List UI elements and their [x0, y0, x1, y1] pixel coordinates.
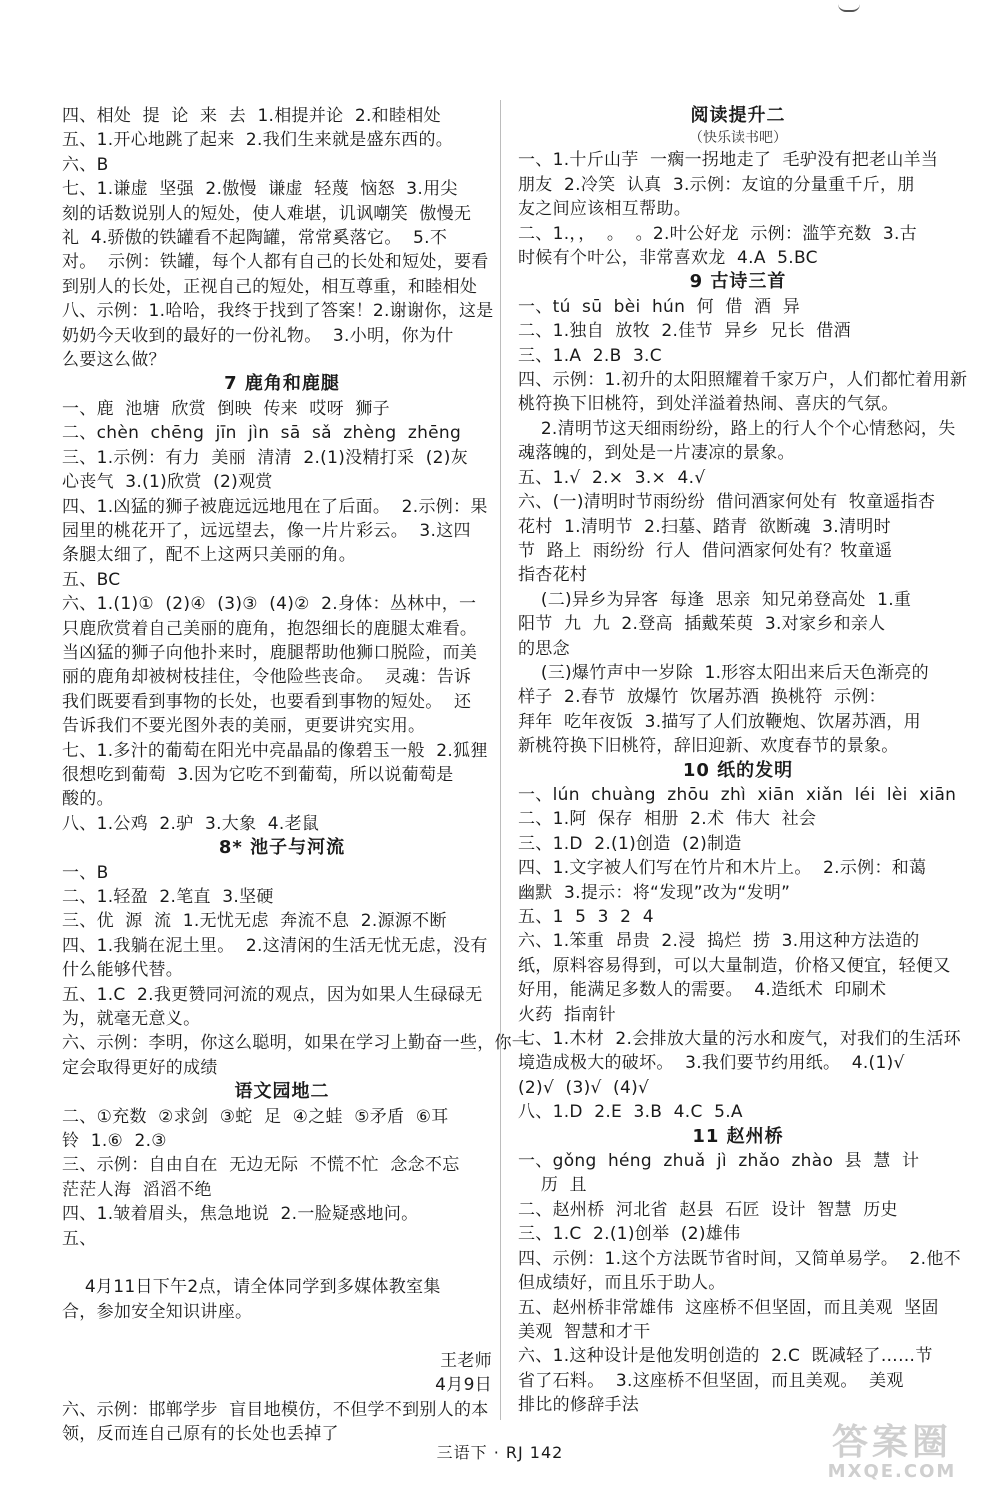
answer-line: 茫茫人海 滔滔不绝 — [62, 1179, 212, 1200]
column-divider — [500, 100, 501, 1420]
answer-line: 的思念 — [518, 638, 570, 659]
answer-line: 朋友 2.冷笑 认真 3.示例：友谊的分量重千斤，朋 — [518, 174, 915, 195]
answer-line: 二、赵州桥 河北省 赵县 石匠 设计 智慧 历史 — [518, 1199, 898, 1220]
answer-line: 七、1.木材 2.会排放大量的污水和废气，对我们的生活环 — [518, 1029, 961, 1050]
answer-line: 七、1.多汁的葡萄在阳光中亮晶晶的像碧玉一般 2.狐狸 — [62, 740, 488, 761]
section-subtitle: （快乐读书吧） — [689, 130, 787, 147]
answer-line: 阳节 九 九 2.登高 插戴茱萸 3.对家乡和亲人 — [518, 614, 886, 635]
answer-line: 排比的修辞手法 — [518, 1395, 640, 1416]
answer-line: 纸，原料容易得到，可以大量制造，价格又便宜，轻便又 — [518, 955, 951, 976]
answer-line: 五、1 5 3 2 4 — [518, 907, 654, 927]
answer-line: 八、示例：1.哈哈，我终于找到了答案！2.谢谢你，这是 — [62, 301, 494, 322]
answer-line: 五、1.开心地跳了起来 2.我们生来就是盛东西的。 — [62, 130, 454, 151]
answer-line: 六、(一)清明时节雨纷纷 借问酒家何处有 牧童遥指杏 — [518, 492, 936, 513]
answer-line: 六、1.笨重 昂贵 2.浸 捣烂 捞 3.用这种方法造的 — [518, 931, 920, 952]
answer-line: 美观 智慧和才干 — [518, 1321, 651, 1342]
answer-line: 为，就毫无意义。 — [62, 1009, 201, 1030]
answer-line: 铃 1.⑥ 2.③ — [62, 1131, 167, 1152]
answer-line: 2.清明节这天细雨纷纷，路上的行人个个心情愁闷，失 — [518, 418, 956, 439]
answer-line: 三、1.D 2.(1)创造 (2)制造 — [518, 833, 742, 854]
answer-line: 好用，能满足多数人的需要。 4.造纸术 印刷术 — [518, 980, 887, 1001]
answer-line: 一、B — [62, 862, 109, 883]
answer-line: 五、1.C 2.我更赞同河流的观点，因为如果人生碌碌无 — [62, 984, 483, 1005]
watermark-logo — [812, 1424, 972, 1484]
answer-line: 我们既要看到事物的长处，也要看到事物的短处。 还 — [62, 691, 472, 712]
answer-line: 丽的鹿角却被树枝挂住，令他险些丧命。 灵魂：告诉 — [62, 667, 472, 688]
answer-line: 时候有个叶公，非常喜欢龙 4.A 5.BC — [518, 248, 818, 269]
section-heading: 9 古诗三首 — [689, 271, 787, 293]
answer-line: 省了石料。 3.这座桥不但坚固，而且美观。 美观 — [518, 1370, 904, 1391]
answer-line: 境造成极大的破坏。 3.我们要节约用纸。 4.(1)√ — [518, 1053, 905, 1074]
answer-line: 二、chèn chēng jīn jìn sā sǎ zhèng zhēng — [62, 423, 462, 444]
answer-line: 条腿太细了，配不上这两只美丽的角。 — [62, 545, 357, 566]
answer-line: 刻的话数说别人的短处，使人难堪，讥讽嘲笑 傲慢无 — [62, 203, 472, 224]
answer-line: 魂落魄的，到处是一片凄凉的景象。 — [518, 443, 795, 464]
answer-line: 八、1.D 2.E 3.B 4.C 5.A — [518, 1102, 743, 1123]
blank-line — [62, 1251, 502, 1275]
answer-line: 桃符换下旧桃符，到处洋溢着热闹、喜庆的气氛。 — [518, 394, 899, 415]
answer-line: 么要这么做？ — [62, 350, 166, 371]
answer-line: 六、示例：邯郸学步 盲目地模仿，不但学不到别人的本 — [62, 1399, 489, 1420]
answer-line: 四、1.我躺在泥土里。 2.这清闲的生活无忧无虑，没有 — [62, 935, 488, 956]
answer-line: 到别人的长处，正视自己的短处，相互尊重，和睦相处 — [62, 276, 478, 297]
answer-line: 什么能够代替。 — [62, 960, 184, 981]
answer-line: 只鹿欣赏着自己美丽的鹿角，抱怨细长的鹿腿太难看。 — [62, 618, 478, 639]
right-column — [518, 104, 968, 1418]
answer-line: (三)爆竹声中一岁除 1.形容太阳出来后天色渐亮的 — [518, 662, 929, 683]
answer-line: 四、相处 提 论 来 去 1.相提并论 2.和睦相处 — [62, 106, 441, 126]
answer-line: 三、1.A 2.B 3.C — [518, 345, 662, 366]
answer-line: 奶奶今天收到的最好的一份礼物。 3.小明，你为什 — [62, 325, 454, 346]
answer-line: 二、①充数 ②求剑 ③蛇 足 ④之蛙 ⑤矛盾 ⑥耳 — [62, 1106, 449, 1127]
blank-line — [62, 1324, 502, 1348]
answer-line: 花村 1.清明节 2.扫墓、踏青 欲断魂 3.清明时 — [518, 516, 891, 537]
answer-line: 七、1.谦虚 坚强 2.傲慢 谦虚 轻蔑 恼怒 3.用尖 — [62, 179, 458, 200]
answer-line: (2)√ (3)√ (4)√ — [518, 1077, 650, 1098]
answer-line: 一、1.十斤山芋 一瘸一拐地走了 毛驴没有把老山羊当 — [518, 150, 939, 171]
page-footer: 三语下 · RJ 142 — [436, 1443, 564, 1462]
answer-line: 告诉我们不要光图外表的美丽，更要讲究实用。 — [62, 716, 426, 737]
answer-line: 三、1.C 2.(1)创举 (2)雄伟 — [518, 1224, 741, 1245]
answer-line: (二)异乡为异客 每逢 思亲 知兄弟登高处 1.重 — [518, 589, 912, 610]
answer-line: 园里的桃花开了，远远望去，像一片片彩云。 3.这四 — [62, 520, 471, 541]
answer-line: 二、1.独自 放牧 2.佳节 异乡 兄长 借酒 — [518, 321, 851, 342]
left-column — [62, 104, 530, 1446]
answer-line: 指杏花村 — [518, 565, 588, 586]
answer-line: 五、 — [62, 1228, 97, 1249]
answer-line: 二、1.轻盈 2.笔直 3.坚硬 — [62, 887, 274, 907]
answer-line: 幽默 3.提示：将“发现”改为“发明” — [518, 882, 791, 903]
answer-line: 四、1.皱着眉头，焦急地说 2.一脸疑惑地问。 — [62, 1204, 419, 1225]
notice-signature: 4月9日 — [435, 1375, 492, 1396]
answer-line: 五、1.√ 2.× 3.× 4.√ — [518, 467, 706, 488]
answer-line: 拜年 吃年夜饭 3.描写了人们放鞭炮、饮屠苏酒，用 — [518, 711, 921, 732]
corner-mark — [838, 4, 860, 12]
answer-line: 六、B — [62, 154, 109, 175]
answer-line: 心丧气 3.(1)欣赏 (2)观赏 — [62, 472, 273, 493]
notice-signature: 王老师 — [440, 1350, 492, 1371]
watermark-title: 答案圈 — [831, 1422, 952, 1463]
answer-line: 火药 指南针 — [518, 1004, 616, 1025]
answer-line: 二、1.阿 保存 相册 2.术 伟大 社会 — [518, 809, 817, 830]
answer-line: 一、tú sū bèi hún 何 借 酒 异 — [518, 296, 801, 317]
answer-line: 对。 示例：铁罐，每个人都有自己的长处和短处，要看 — [62, 252, 489, 273]
answer-line: 八、1.公鸡 2.驴 3.大象 4.老鼠 — [62, 813, 320, 834]
answer-line: 一、lún chuàng zhōu zhì xiān xiǎn léi lèi xiān — [518, 784, 957, 805]
answer-line: 但成绩好，而且乐于助人。 — [518, 1273, 726, 1294]
section-heading: 8* 池子与河流 — [218, 837, 346, 859]
section-heading: 阅读提升二 — [690, 105, 786, 126]
answer-line: 六、示例：李明，你这么聪明，如果在学习上勤奋一些，你一 — [62, 1033, 530, 1054]
answer-line: 很想吃到葡萄 3.因为它吃不到葡萄，所以说葡萄是 — [62, 764, 454, 785]
answer-line: 三、优 源 流 1.无忧无虑 奔流不息 2.源源不断 — [62, 911, 447, 932]
answer-line: 领，反而连自己原有的长处也丢掉了 — [62, 1423, 339, 1444]
answer-line: 四、示例：1.初升的太阳照耀着千家万户，人们都忙着用新 — [518, 370, 968, 391]
answer-line: 四、1.凶猛的狮子被鹿远远地甩在了后面。 2.示例：果 — [62, 496, 488, 517]
answer-line: 友之间应该相互帮助。 — [518, 199, 691, 220]
answer-line: 样子 2.春节 放爆竹 饮屠苏酒 换桃符 示例： — [518, 687, 886, 708]
section-heading: 10 纸的发明 — [682, 759, 794, 781]
section-heading: 7 鹿角和鹿腿 — [224, 373, 340, 395]
answer-line: 四、示例：1.这个方法既节省时间，又简单易学。 2.他不 — [518, 1248, 961, 1269]
answer-line: 新桃符换下旧桃符，辞旧迎新、欢度春节的景象。 — [518, 736, 899, 757]
answer-line: 五、赵州桥非常雄伟 这座桥不但坚固，而且美观 坚固 — [518, 1297, 939, 1318]
answer-line: 酸的。 — [62, 789, 114, 810]
answer-line: 当凶猛的狮子向他扑来时，鹿腿帮助他狮口脱险，而美 — [62, 642, 478, 663]
answer-line: 三、1.示例：有力 美丽 清清 2.(1)没精打采 (2)灰 — [62, 447, 469, 468]
answer-line: 四、1.文字被人们写在竹片和木片上。 2.示例：和蔼 — [518, 858, 927, 879]
section-heading: 11 赵州桥 — [692, 1125, 784, 1147]
watermark-url: MXQE.COM — [827, 1461, 957, 1482]
answer-line: 二、1.，， 。 。2.叶公好龙 示例：滥竽充数 3.古 — [518, 223, 917, 244]
answer-line: 三、示例：自由自在 无边无际 不慌不忙 念念不忘 — [62, 1155, 460, 1176]
answer-line: 定会取得更好的成绩 — [62, 1057, 218, 1078]
section-heading: 语文园地二 — [234, 1081, 330, 1103]
answer-line: 历 且 — [518, 1175, 587, 1196]
answer-line: 4月11日下午2点，请全体同学到多媒体教室集 — [62, 1277, 441, 1298]
answer-line: 一、gǒng héng zhuǎ jì zhǎo zhào 县 慧 计 — [518, 1151, 920, 1172]
answer-line: 六、1.(1)① (2)④ (3)③ (4)② 2.身体：丛林中，一 — [62, 594, 477, 615]
answer-line: 五、BC — [62, 569, 121, 590]
answer-line: 一、鹿 池塘 欣赏 倒映 传来 哎呀 狮子 — [62, 398, 390, 419]
answer-line: 六、1.这种设计是他发明创造的 2.C 既减轻了……节 — [518, 1346, 933, 1367]
answer-line: 合，参加安全知识讲座。 — [62, 1301, 253, 1322]
answer-line: 礼 4.骄傲的铁罐看不起陶罐，常常奚落它。 5.不 — [62, 228, 448, 249]
answer-line: 节 路上 雨纷纷 行人 借问酒家何处有？牧童遥 — [518, 540, 893, 561]
